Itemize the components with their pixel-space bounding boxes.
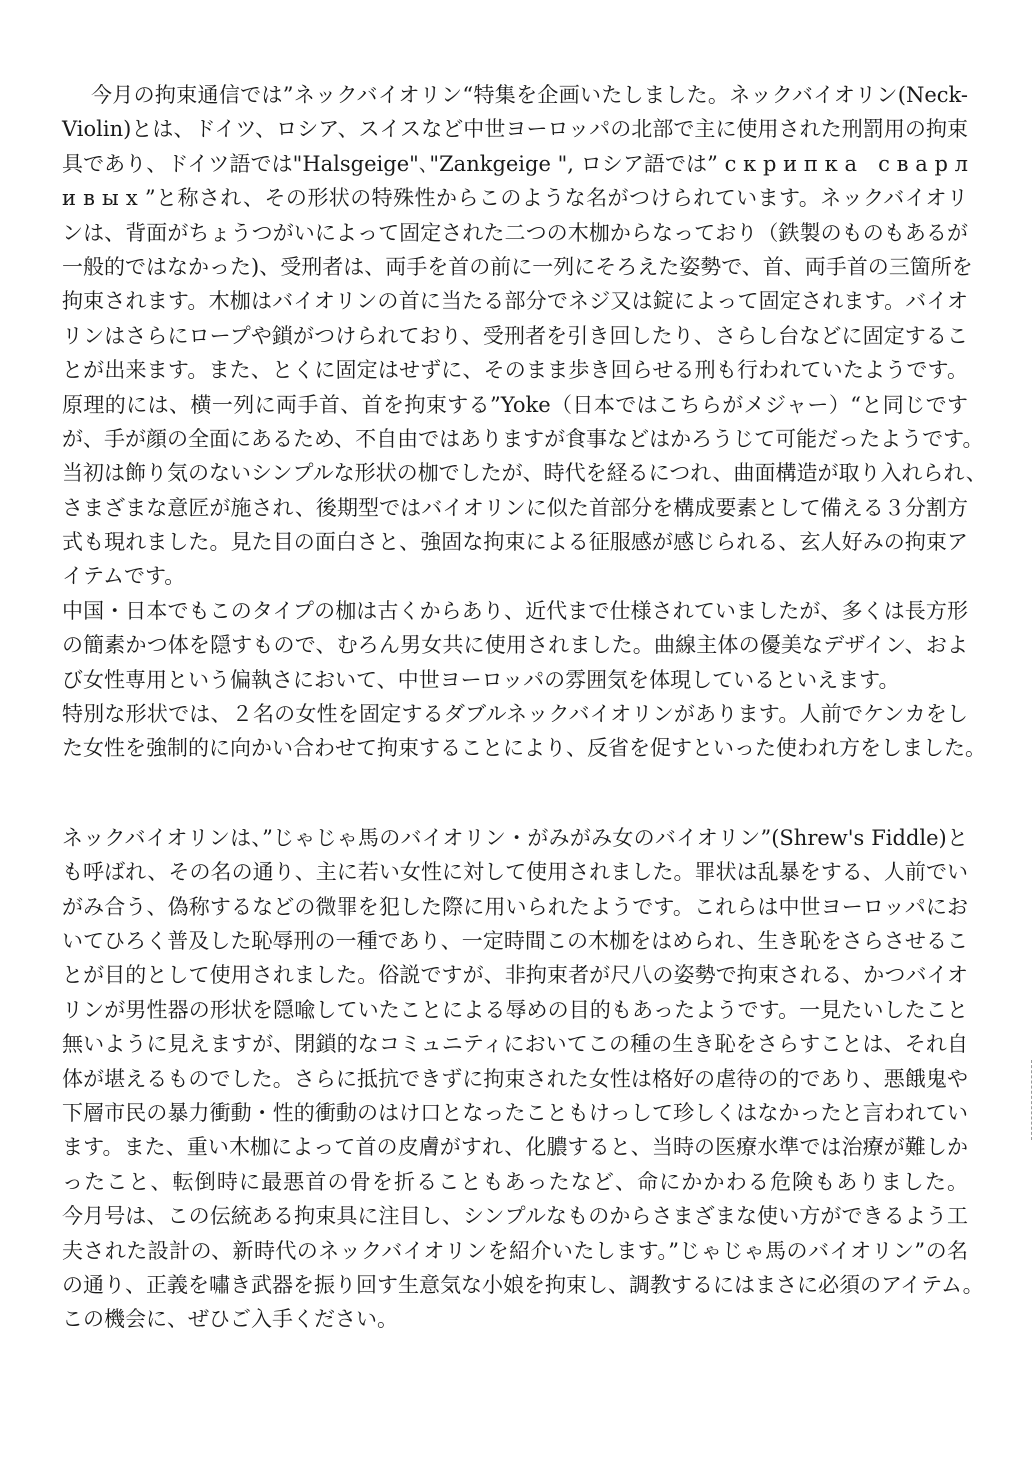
text-line: さまざまな意匠が施され、後期型ではバイオリンに似た首部分を構成要素として備える３分割方: [62, 495, 968, 520]
page-edge-mark: [1031, 1060, 1033, 1140]
text-line: ンは、背面がちょうつがいによって固定された二つの木枷からなっており（鉄製のものもあるが: [62, 220, 968, 245]
text-line: リンはさらにロープや鎖がつけられており、受刑者を引き回したり、さらし台などに固定するこ: [62, 323, 968, 348]
text-line: いてひろく普及した恥辱刑の一種であり、一定時間この木枷をはめられ、生き恥をさらさせるこ: [62, 928, 968, 953]
text-line: ます。また、重い木枷によって首の皮膚がすれ、化膿すると、当時の医療水準では治療が難しか: [62, 1135, 968, 1160]
text-line: 当初は飾り気のないシンプルな形状の枷でしたが、時代を経るにつれ、曲面構造が取り入れられ、: [62, 461, 987, 486]
text-line: とが目的として使用されました。俗説ですが、非拘束者が尺八の姿勢で拘束される、かつバイオ: [62, 963, 968, 988]
text-line: た女性を強制的に向かい合わせて拘束することにより、反省を促すといった使われ方をしました。: [62, 736, 986, 761]
text-line: とが出来ます。また、とくに固定はせずに、そのまま歩き回らせる刑も行われていたようです。: [62, 358, 968, 383]
text-line: 原理的には、横一列に両手首、首を拘束する”Yoke（日本ではこちらがメジャー）“と同じです: [62, 392, 968, 417]
text-line: 拘束されます。木枷はバイオリンの首に当たる部分でネジ又は錠によって固定されます。バイオ: [62, 289, 968, 314]
text-line: 今月号は、この伝統ある拘束具に注目し、シンプルなものからさまざまな使い方ができるよう工: [62, 1204, 968, 1229]
text-line: も呼ばれ、その名の通り、主に若い女性に対して使用されました。罪状は乱暴をする、人前でい: [62, 860, 968, 885]
paragraph-gap: [62, 766, 968, 821]
text-line: イテムです。: [62, 564, 186, 589]
text-line: の通り、正義を嘯き武器を振り回す生意気な小娘を拘束し、調教するにはまさに必須のアイテム。: [62, 1272, 984, 1297]
text-line: 夫された設計の、新時代のネックバイオリンを紹介いたします。”じゃじゃ馬のバイオリン”の名: [62, 1238, 968, 1263]
text-line: この機会に、ぜひご入手ください。: [62, 1307, 398, 1332]
text-line: 中国・日本でもこのタイプの枷は古くからあり、近代まで仕様されていましたが、多くは長方形: [62, 598, 968, 623]
text-line: ネックバイオリンは、”じゃじゃ馬のバイオリン・がみがみ女のバイオリン”(Shrew's Fiddle)と: [62, 825, 968, 850]
text-line: 式も現れました。見た目の面白さと、強固な拘束による征服感が感じられる、玄人好みの拘束ア: [62, 530, 968, 555]
text-line: 一般的ではなかった)、受刑者は、両手を首の前に一列にそろえた姿勢で、首、両手首の三箇所を: [62, 254, 973, 279]
text-line: 今月の拘束通信では”ネックバイオリン“特集を企画いたしました。ネックバイオリン(Neck-: [91, 83, 968, 107]
text-line: 具であり、ドイツ語では"Halsgeige"､"Zankgeige ", ロシア語では” с к р и п к а с в а р л: [62, 151, 968, 176]
document-page: [62, 78, 987, 1337]
text-line: がみ合う、偽称するなどの微罪を犯した際に用いられたようです。これらは中世ヨーロッパにお: [62, 894, 968, 919]
text-line: ったこと、転倒時に最悪首の骨を折ることもあったなど、命にかかわる危険もありました。: [62, 1169, 968, 1194]
text-line: リンが男性器の形状を隠喩していたことによる辱めの目的もあったようです。一見たいしたこと: [62, 997, 968, 1022]
text-line: и в ы х ”と称され、その形状の特殊性からこのような名がつけられています。ネックバイオリ: [62, 186, 968, 211]
section-history: [62, 78, 987, 766]
text-line: の簡素かつ体を隠すもので、むろん男女共に使用されました。曲線主体の優美なデザイン、およ: [62, 633, 968, 658]
text-line: 下層市民の暴力衝動・性的衝動のはけ口となったこともけっして珍しくはなかったと言われてい: [62, 1100, 968, 1125]
text-line: び女性専用という偏執さにおいて、中世ヨーロッパの雰囲気を体現しているといえます。: [62, 667, 900, 692]
text-line: Violin)とは、ドイツ、ロシア、スイスなど中世ヨーロッパの北部で主に使用された刑罰用の拘束: [62, 117, 968, 142]
text-line: 体が堪えるものでした。さらに抵抗できずに拘束された女性は格好の虐待の的であり、悪餓鬼や: [62, 1066, 968, 1091]
text-line: 無いように見えますが、閉鎖的なコミュニティにおいてこの種の生き恥をさらすことは、それ自: [62, 1032, 968, 1057]
text-line: が、手が顔の全面にあるため、不自由ではありますが食事などはかろうじて可能だったようです。: [62, 426, 984, 451]
text-line: 特別な形状では、２名の女性を固定するダブルネックバイオリンがあります。人前でケンカをし: [62, 702, 968, 727]
section-shrews-fiddle: [62, 821, 984, 1337]
